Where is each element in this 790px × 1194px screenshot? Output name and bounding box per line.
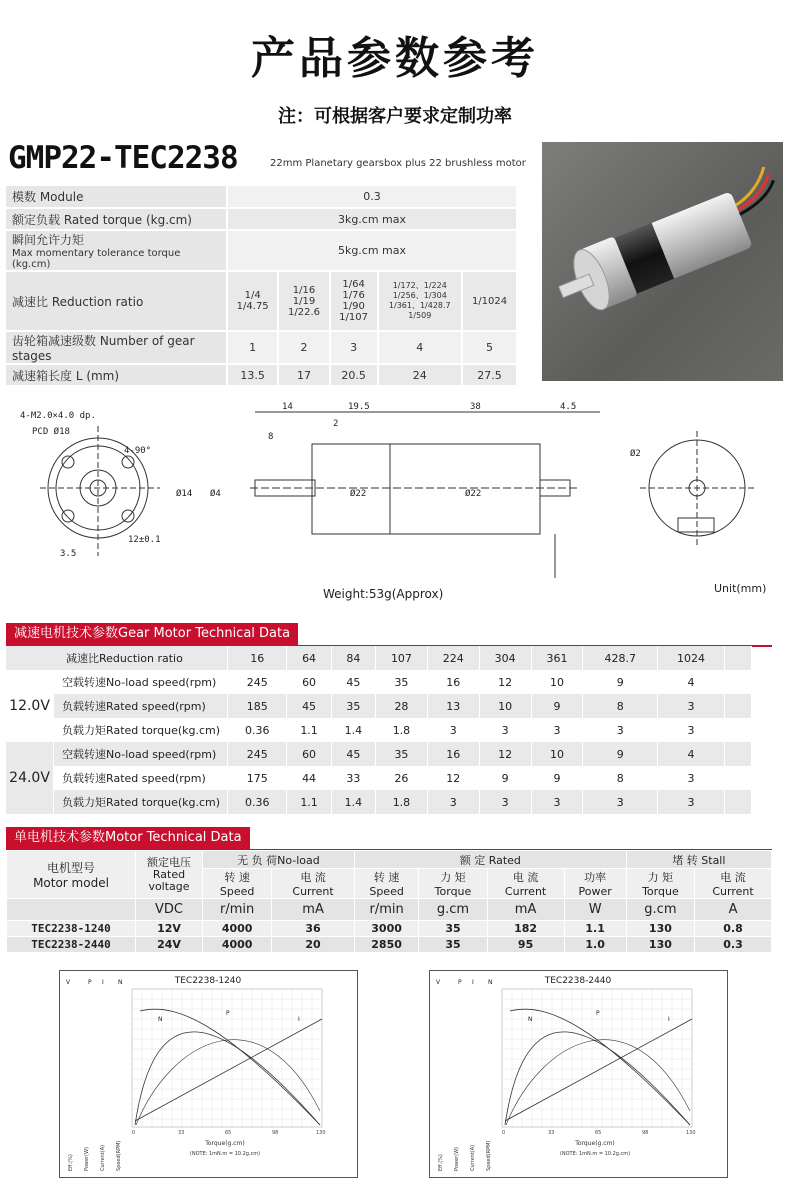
x-tick: 65	[595, 1130, 602, 1136]
length-cell: 17	[278, 364, 329, 386]
gear-cell: 35	[376, 670, 428, 694]
col-cn: 电 流	[720, 871, 746, 884]
motor-col-header	[487, 869, 564, 899]
voltage-unit: VDC	[136, 899, 203, 921]
gear-cell: 9	[479, 766, 531, 790]
dim-label: 38	[470, 402, 481, 412]
dim-label: 2	[333, 419, 339, 429]
motor-section-header	[6, 826, 772, 851]
gear-row-label: 负载力矩Rated torque(kg.cm)	[54, 718, 228, 742]
dim-label: 4.5	[560, 402, 577, 412]
x-tick: 130	[686, 1130, 696, 1136]
gear-cell: 245	[228, 742, 287, 766]
graph-top-letter: P	[458, 979, 462, 986]
motor-col-header	[203, 869, 272, 899]
gear-cell: 60	[287, 742, 331, 766]
unit-cell: r/min	[354, 899, 418, 921]
blank-cell	[7, 899, 136, 921]
gear-blank-cell	[725, 646, 752, 670]
gear-cell: 33	[331, 766, 375, 790]
graph-note: (NOTE: 1mN.m = 10.2g.cm)	[559, 1151, 631, 1157]
gear-cell: 245	[228, 670, 287, 694]
spec-label: 额定负载 Rated torque (kg.cm)	[6, 208, 227, 230]
gear-ratio-cell: 361	[531, 646, 583, 670]
gear-cell: 3	[479, 718, 531, 742]
motor-cell: 4000	[203, 937, 272, 953]
col-en: Current	[712, 885, 754, 898]
motor-row-voltage: 24V	[136, 937, 203, 953]
dimension-drawing	[0, 396, 790, 606]
gear-row-label: 负载力矩Rated torque(kg.cm)	[54, 790, 228, 814]
curve-label: N	[528, 1016, 533, 1023]
gear-blank-cell	[725, 790, 752, 814]
graph-svg	[60, 971, 357, 1177]
gear-ratio-cell: 428.7	[583, 646, 658, 670]
graph-top-letter: V	[436, 979, 441, 986]
dim-label: Ø4	[210, 489, 221, 499]
gear-cell: 16	[427, 742, 479, 766]
x-tick: 0	[502, 1130, 506, 1136]
col-cn: 力 矩	[647, 871, 674, 884]
stage-cell: 2	[278, 331, 329, 364]
gear-cell: 45	[287, 694, 331, 718]
gear-cell: 3	[658, 718, 725, 742]
stage-cell: 4	[378, 331, 463, 364]
y-axis-label: Speed(RPM)	[116, 1140, 122, 1171]
x-tick: 33	[178, 1130, 185, 1136]
voltage-header-en: Rated voltage	[148, 867, 190, 893]
dim-label: 8	[268, 432, 274, 442]
motor-cell: 35	[419, 937, 487, 953]
graph-top-letter: I	[472, 979, 474, 986]
motor-col-header	[564, 869, 626, 899]
spec-label	[6, 230, 227, 271]
gear-row-label: 空载转速No-load speed(rpm)	[54, 670, 228, 694]
length-cell: 20.5	[330, 364, 378, 386]
x-tick: 33	[548, 1130, 555, 1136]
graph-svg	[430, 971, 727, 1177]
performance-graph-1	[59, 970, 358, 1178]
col-cn: 转 速	[224, 871, 250, 884]
y-axis-label: Speed(RPM)	[486, 1140, 492, 1171]
motor-table	[6, 850, 772, 953]
col-en: Torque	[642, 885, 679, 898]
y-axis-label: Current(A)	[100, 1144, 106, 1171]
product-photo	[542, 142, 783, 381]
motor-cell: 130	[626, 921, 694, 937]
x-tick: 0	[132, 1130, 136, 1136]
y-axis-label: Power(W)	[454, 1147, 460, 1171]
noload-header: 无 负 荷No-load	[203, 851, 355, 869]
x-tick: 130	[316, 1130, 326, 1136]
motor-cell: 130	[626, 937, 694, 953]
gear-row-label: 空载转速No-load speed(rpm)	[54, 742, 228, 766]
motor-row-model: TEC2238-2440	[7, 937, 136, 953]
spec-label-cn: 瞬间允许力矩	[12, 233, 85, 247]
gear-cell: 1.1	[287, 718, 331, 742]
gear-cell: 3	[427, 718, 479, 742]
gear-cell: 3	[531, 718, 583, 742]
dim-label: 12±0.1	[128, 535, 161, 545]
model-description: 22mm Planetary gearsbox plus 22 brushless motor	[270, 158, 526, 169]
gear-cell: 9	[531, 766, 583, 790]
ratio-cell: 1/4 1/4.75	[227, 271, 278, 331]
y-axis-label: Power(W)	[84, 1147, 90, 1171]
gear-table	[6, 646, 752, 814]
motor-cell: 20	[272, 937, 355, 953]
voltage-label: 24.0V	[6, 742, 54, 814]
weight-label: Weight:53g(Approx)	[323, 587, 444, 601]
motor-cell: 1.0	[564, 937, 626, 953]
gear-cell: 185	[228, 694, 287, 718]
gear-blank-cell	[725, 718, 752, 742]
gear-blank-cell	[725, 742, 752, 766]
x-axis-label: Torque(g.cm)	[575, 1140, 615, 1147]
x-tick: 65	[225, 1130, 232, 1136]
gear-row-label: 负载转速Rated speed(rpm)	[54, 694, 228, 718]
col-en: Current	[292, 885, 334, 898]
dim-label: 3.5	[60, 549, 77, 559]
gear-cell: 4	[658, 742, 725, 766]
voltage-header-cn: 额定电压	[147, 855, 191, 869]
stage-cell: 1	[227, 331, 278, 364]
motor-cell: 0.3	[695, 937, 772, 953]
gear-section-header	[6, 622, 772, 647]
dim-label: Ø14	[176, 489, 193, 499]
graph-top-letter: P	[88, 979, 92, 986]
gear-cell: 1.1	[287, 790, 331, 814]
col-en: Current	[504, 885, 547, 898]
page-title: 产品参数参考	[251, 33, 539, 84]
gear-cell: 35	[331, 694, 375, 718]
motor-col-header	[354, 869, 418, 899]
graph-top-letter: N	[488, 979, 493, 986]
motor-model-cn: 电机型号	[46, 861, 95, 875]
graph-title: TEC2238-2440	[544, 976, 612, 986]
gear-cell: 3	[658, 766, 725, 790]
motor-cell: 0.8	[695, 921, 772, 937]
rated-header: 额 定 Rated	[354, 851, 626, 869]
unit-cell: r/min	[203, 899, 272, 921]
gear-cell: 1.4	[331, 718, 375, 742]
gear-ratio-cell: 16	[228, 646, 287, 670]
gear-row-label: 负载转速Rated speed(rpm)	[54, 766, 228, 790]
motor-col-header	[695, 869, 772, 899]
col-en: Power	[578, 885, 612, 898]
ratio-cell: 1/172、1/224 1/256、1/304 1/361、1/428.7 1/509	[378, 271, 463, 331]
dim-label: 4-90°	[124, 446, 152, 456]
gear-blank-cell	[725, 766, 752, 790]
unit-cell: A	[695, 899, 772, 921]
gear-cell: 8	[583, 694, 658, 718]
gear-cell: 16	[427, 670, 479, 694]
gear-cell: 3	[583, 790, 658, 814]
motor-row-voltage: 12V	[136, 921, 203, 937]
length-cell: 24	[378, 364, 463, 386]
gear-cell: 0.36	[228, 790, 287, 814]
curve-label: I	[668, 1016, 670, 1023]
length-cell: 27.5	[462, 364, 517, 386]
unit-cell: mA	[272, 899, 355, 921]
col-en: Speed	[369, 885, 404, 898]
y-axis-label: Eff.(%)	[438, 1154, 444, 1171]
length-label: 减速箱长度 L (mm)	[6, 364, 227, 386]
y-axis-label: Current(A)	[470, 1144, 476, 1171]
voltage-label: 12.0V	[6, 670, 54, 742]
x-tick: 98	[272, 1130, 279, 1136]
unit-cell: mA	[487, 899, 564, 921]
motor-cell: 1.1	[564, 921, 626, 937]
gear-cell: 3	[658, 694, 725, 718]
gear-cell: 45	[331, 742, 375, 766]
gear-cell: 12	[427, 766, 479, 790]
curve-label: P	[226, 1010, 230, 1017]
graph-note: (NOTE: 1mN.m = 10.2g.cm)	[189, 1151, 261, 1157]
motor-model-en: Motor model	[33, 876, 109, 890]
dim-label: Ø22	[350, 489, 367, 499]
motor-cell: 95	[487, 937, 564, 953]
spec-value: 5kg.cm max	[227, 230, 517, 271]
stall-header: 堵 转 Stall	[626, 851, 771, 869]
col-cn: 功率	[584, 871, 607, 884]
curve-label: I	[298, 1016, 300, 1023]
motor-cell: 36	[272, 921, 355, 937]
model-name: GMP22-TEC2238	[8, 140, 238, 176]
gear-cell: 10	[479, 694, 531, 718]
gear-ratio-cell: 224	[427, 646, 479, 670]
gear-cell: 28	[376, 694, 428, 718]
x-tick: 98	[642, 1130, 649, 1136]
performance-graph-2	[429, 970, 728, 1178]
motor-cell: 182	[487, 921, 564, 937]
col-cn: 电 流	[300, 871, 326, 884]
gear-cell: 3	[583, 718, 658, 742]
motor-cell: 3000	[354, 921, 418, 937]
gear-cell: 44	[287, 766, 331, 790]
gear-cell: 10	[531, 670, 583, 694]
graph-title: TEC2238-1240	[174, 976, 242, 986]
motor-col-header	[626, 869, 694, 899]
gear-cell: 45	[331, 670, 375, 694]
col-en: Torque	[434, 885, 472, 898]
graph-top-letter: N	[118, 979, 123, 986]
gear-cell: 3	[531, 790, 583, 814]
dim-label: 4-M2.0×4.0 dp.	[20, 411, 96, 421]
gear-cell: 35	[376, 742, 428, 766]
gear-blank-cell	[725, 694, 752, 718]
motor-image	[542, 142, 783, 381]
spec-value: 0.3	[227, 186, 517, 208]
curve-label: P	[596, 1010, 600, 1017]
gear-ratio-label: 减速比Reduction ratio	[6, 646, 228, 670]
dim-label: Ø22	[465, 489, 482, 499]
col-cn: 力 矩	[440, 871, 466, 884]
gear-cell: 3	[658, 790, 725, 814]
ratio-cell: 1/1024	[462, 271, 517, 331]
curve-label: N	[158, 1016, 163, 1023]
ratio-label: 减速比 Reduction ratio	[6, 271, 227, 331]
spec-table	[6, 186, 518, 387]
unit-cell: W	[564, 899, 626, 921]
gear-ratio-cell: 107	[376, 646, 428, 670]
gear-cell: 26	[376, 766, 428, 790]
motor-cell: 2850	[354, 937, 418, 953]
motor-col-header	[419, 869, 487, 899]
unit-cell: g.cm	[626, 899, 694, 921]
ratio-cell: 1/64 1/76 1/90 1/107	[330, 271, 378, 331]
gear-cell: 8	[583, 766, 658, 790]
gear-ratio-cell: 1024	[658, 646, 725, 670]
gear-cell: 4	[658, 670, 725, 694]
gear-cell: 175	[228, 766, 287, 790]
length-cell: 13.5	[227, 364, 278, 386]
gear-ratio-cell: 64	[287, 646, 331, 670]
spec-label-en: Max momentary tolerance torque (kg.cm)	[12, 248, 181, 270]
stage-cell: 5	[462, 331, 517, 364]
spec-value: 3kg.cm max	[227, 208, 517, 230]
gear-cell: 1.4	[331, 790, 375, 814]
dim-label: PCD Ø18	[32, 427, 70, 437]
gear-blank-cell	[725, 670, 752, 694]
col-en: Speed	[219, 885, 255, 898]
motor-section-title: 单电机技术参数Motor Technical Data	[6, 827, 250, 849]
stage-cell: 3	[330, 331, 378, 364]
gear-cell: 13	[427, 694, 479, 718]
gear-ratio-cell: 304	[479, 646, 531, 670]
graph-top-letter: I	[102, 979, 104, 986]
gear-cell: 9	[583, 670, 658, 694]
gear-cell: 0.36	[228, 718, 287, 742]
col-cn: 电 流	[512, 871, 539, 884]
customization-note: 注：可根据客户要求定制功率	[278, 106, 512, 127]
graph-top-letter: V	[66, 979, 71, 986]
unit-label: Unit(mm)	[714, 582, 767, 595]
col-cn: 转 速	[373, 871, 400, 884]
voltage-header	[136, 851, 203, 899]
gear-cell: 1.8	[376, 790, 428, 814]
gear-cell: 12	[479, 742, 531, 766]
gear-cell: 3	[427, 790, 479, 814]
motor-cell: 4000	[203, 921, 272, 937]
spec-label: 模数 Module	[6, 186, 227, 208]
motor-col-header	[272, 869, 355, 899]
stages-label: 齿轮箱减速级数 Number of gear stages	[6, 331, 227, 364]
gear-cell: 10	[531, 742, 583, 766]
y-axis-label: Eff.(%)	[68, 1154, 74, 1171]
gear-section-title: 减速电机技术参数Gear Motor Technical Data	[6, 623, 298, 645]
gear-ratio-cell: 84	[331, 646, 375, 670]
ratio-cell: 1/16 1/19 1/22.6	[278, 271, 329, 331]
gear-cell: 9	[583, 742, 658, 766]
motor-row-model: TEC2238-1240	[7, 921, 136, 937]
gear-cell: 3	[479, 790, 531, 814]
gear-cell: 12	[479, 670, 531, 694]
dim-label: 14	[282, 402, 293, 412]
gear-cell: 1.8	[376, 718, 428, 742]
gear-cell: 9	[531, 694, 583, 718]
unit-cell: g.cm	[419, 899, 487, 921]
motor-model-header	[7, 851, 136, 899]
dim-label: Ø2	[630, 449, 641, 459]
dim-label: 19.5	[348, 402, 370, 412]
x-axis-label: Torque(g.cm)	[205, 1140, 245, 1147]
motor-cell: 35	[419, 921, 487, 937]
gear-cell: 60	[287, 670, 331, 694]
